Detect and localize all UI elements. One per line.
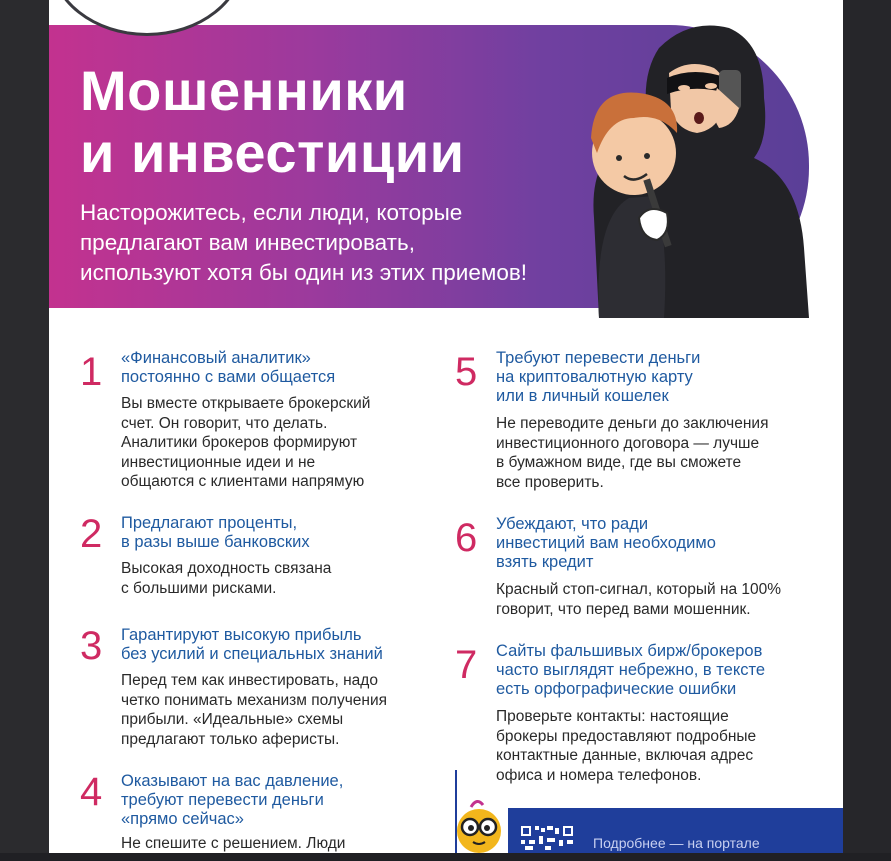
viewer-side-panel: [843, 0, 891, 853]
item-number: 3: [80, 624, 103, 668]
item-text: Высокая доходность связана с большими рисками.: [121, 560, 332, 597]
subtitle-line-1: Насторожитесь, если люди, которые: [80, 200, 463, 225]
page-title: [80, 60, 465, 184]
item-heading: Убеждают, что ради инвестиций вам необходимо взять кредит: [496, 515, 716, 571]
item-number: 6: [455, 516, 478, 560]
title-line-1: Мошенники: [80, 59, 408, 122]
item-heading: Сайты фальшивых бирж/брокеров часто выглядят небрежно, в тексте есть орфографические ошибки: [496, 642, 766, 698]
scammer-illustration: [539, 18, 829, 318]
subtitle-line-3: используют хотя бы один из этих приемов!: [80, 260, 528, 285]
item-text: Перед тем как инвестировать, надо четко понимать механизм получения прибыли. «Идеальные» схемы предлагают только аферисты.: [121, 672, 388, 748]
title-line-2: и инвестиции: [80, 121, 465, 184]
item-heading: Гарантируют высокую прибыль без усилий и специальных знаний: [121, 626, 383, 663]
item-number: 1: [80, 350, 103, 394]
item-text: Красный стоп-сигнал, который на 100% говорит, что перед вами мошенник.: [496, 581, 782, 618]
item-number: 2: [80, 512, 103, 556]
subtitle-line-2: предлагают вам инвестировать,: [80, 230, 415, 255]
item-heading: Оказывают на вас давление, требуют перевести деньги «прямо сейчас»: [121, 772, 344, 828]
item-text: Проверьте контакты: настоящие брокеры предоставляют подробные контактные данные, включая адрес офиса и номера телефонов.: [496, 708, 757, 784]
item-heading: Предлагают проценты, в разы выше банковских: [121, 514, 310, 551]
item-text: Не переводите деньги до заключения инвестиционного договора — лучше в бумажном виде, где вы сможете все проверить.: [496, 415, 769, 491]
viewer-bottom-bar: [0, 853, 891, 861]
item-heading: Требуют перевести деньги на криптовалютную карту или в личный кошелек: [496, 349, 701, 405]
item-heading: «Финансовый аналитик» постоянно с вами общается: [121, 349, 336, 386]
qr-code-icon: [519, 824, 575, 852]
item-text: Вы вместе открываете брокерский счет. Он говорит, что делать. Аналитики брокеров формируют инвестиционные идеи и не общаются с клиентами напрямую: [121, 395, 371, 490]
item-number: 5: [455, 350, 478, 394]
footer-portal-link[interactable]: Подробнее — на портале: [593, 835, 760, 851]
item-number: 4: [80, 770, 103, 814]
mascot-icon: [449, 795, 509, 853]
document-page: [49, 0, 843, 853]
item-text: Не спешите с решением. Люди: [121, 835, 346, 852]
item-number: 7: [455, 643, 478, 687]
